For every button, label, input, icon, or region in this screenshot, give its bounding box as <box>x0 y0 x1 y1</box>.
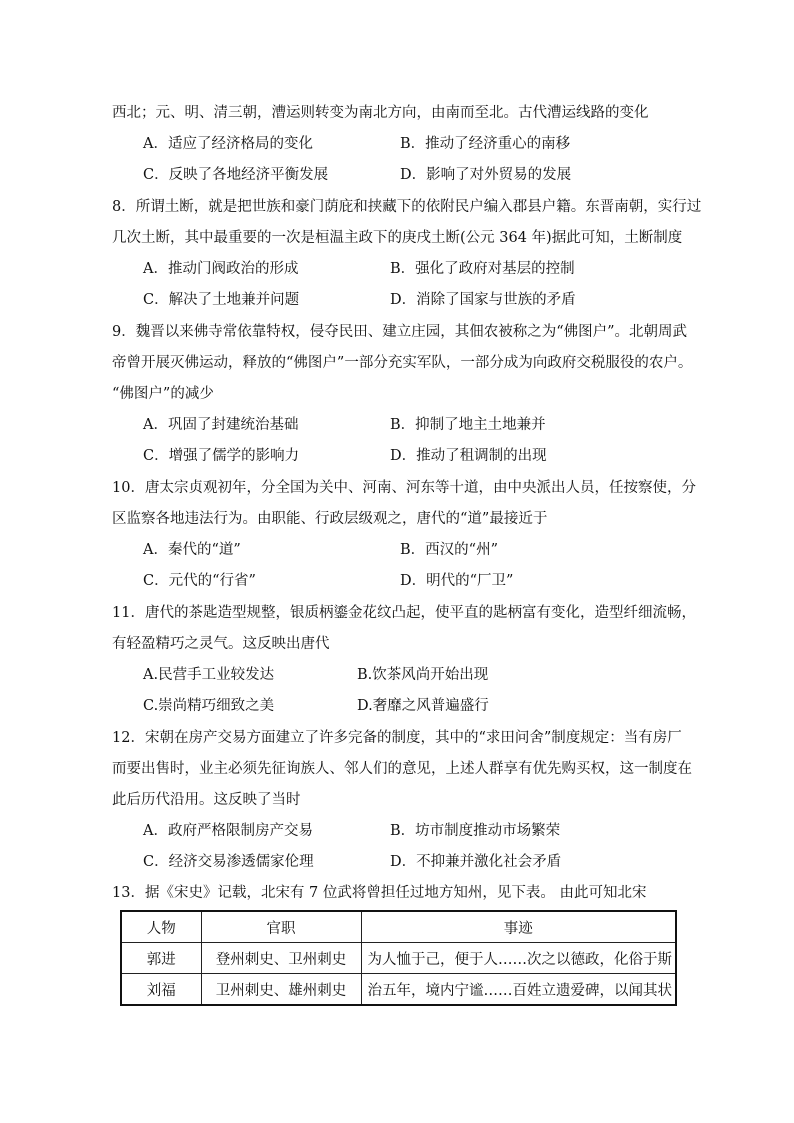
q11-stem-line-1: 11．唐代的茶匙造型规整，银质柄鎏金花纹凸起，使平直的匙柄富有变化，造型纤细流畅， <box>112 605 696 621</box>
q13-table <box>120 910 677 1006</box>
q9-option-b: B．抑制了地主土地兼并 <box>390 417 546 433</box>
q10-option-d: D．明代的“厂卫” <box>400 573 514 589</box>
q9-option-d: D．推动了租调制的出现 <box>390 448 547 464</box>
q11-option-d: D.奢靡之风普遍盛行 <box>357 698 489 714</box>
q9-stem-line-2: 帝曾开展灭佛运动，释放的“佛图户”一部分充实军队，一部分成为向政府交税服役的农户。 <box>112 355 693 371</box>
q7-stem-continuation: 西北；元、明、清三朝，漕运则转变为南北方向，由南而至北。古代漕运线路的变化 <box>112 105 649 121</box>
q10-option-b: B．西汉的“州” <box>400 542 498 558</box>
table-cell-deeds: 为人恤于己，便于人……次之以德政，化俗于斯 <box>361 943 676 974</box>
table-cell-deeds: 治五年，境内宁谧……百姓立遗爱碑，以闻其状 <box>361 974 676 1006</box>
q8-stem-line-2: 几次土断，其中最重要的一次是桓温主政下的庚戌土断(公元 364 年)据此可知，土断制度 <box>112 230 683 246</box>
q7-option-b: B．推动了经济重心的南移 <box>400 136 571 152</box>
q12-stem-line-1: 12．宋朝在房产交易方面建立了许多完备的制度，其中的“求田问舍”制度规定：当有房厂 <box>112 730 682 746</box>
q12-option-b: B．坊市制度推动市场繁荣 <box>390 823 561 839</box>
table-cell-person: 郭进 <box>121 943 201 974</box>
table-cell-person: 刘福 <box>121 974 201 1006</box>
q12-option-d: D．不抑兼并激化社会矛盾 <box>390 854 562 870</box>
q12-option-a: A．政府严格限制房产交易 <box>143 823 313 839</box>
q12-stem-line-3: 此后历代沿用。这反映了当时 <box>112 792 301 808</box>
q10-option-a: A．秦代的“道” <box>143 542 241 558</box>
table-cell-office: 登州刺史、卫州刺史 <box>201 943 361 974</box>
table-header-row <box>121 911 676 943</box>
q11-stem-line-2: 有轻盈精巧之灵气。这反映出唐代 <box>112 636 330 652</box>
q8-option-b: B．强化了政府对基层的控制 <box>390 261 575 277</box>
table-cell-office: 卫州刺史、雄州刺史 <box>201 974 361 1006</box>
q9-option-a: A．巩固了封建统治基础 <box>143 417 299 433</box>
q12-stem-line-2: 而要出售时，业主必须先征询族人、邻人们的意见，上述人群享有优先购买权，这一制度在 <box>112 761 692 777</box>
table-row <box>121 943 676 974</box>
q11-option-b: B.饮茶风尚开始出现 <box>357 667 489 683</box>
table-header-person: 人物 <box>121 911 201 943</box>
table-header-deeds: 事迹 <box>361 911 676 943</box>
q8-stem-line-1: 8．所谓土断，就是把世族和豪门荫庇和挟藏下的依附民户编入郡县户籍。东晋南朝，实行过 <box>112 199 702 215</box>
q7-option-c: C．反映了各地经济平衡发展 <box>143 167 329 183</box>
q9-stem-line-3: “佛图户”的减少 <box>112 386 214 402</box>
q7-option-d: D．影响了对外贸易的发展 <box>400 167 572 183</box>
q9-option-c: C．增强了儒学的影响力 <box>143 448 300 464</box>
table-row <box>121 974 676 1006</box>
q10-option-c: C．元代的“行省” <box>143 573 256 589</box>
q9-stem-line-1: 9．魏晋以来佛寺常依靠特权，侵夺民田、建立庄园，其佃农被称之为“佛图户”。北朝周武 <box>112 324 688 340</box>
q12-option-c: C．经济交易渗透儒家伦理 <box>143 854 314 870</box>
q10-stem-line-2: 区监察各地违法行为。由职能、行政层级观之，唐代的“道”最接近于 <box>112 511 548 527</box>
q8-option-a: A．推动门阀政治的形成 <box>143 261 299 277</box>
q8-option-c: C．解决了土地兼并问题 <box>143 292 300 308</box>
q8-option-d: D．消除了国家与世族的矛盾 <box>390 292 576 308</box>
q10-stem-line-1: 10．唐太宗贞观初年，分全国为关中、河南、河东等十道，由中央派出人员，任按察使，分 <box>112 480 696 496</box>
q7-option-a: A．适应了经济格局的变化 <box>143 136 313 152</box>
q11-option-a: A.民营手工业较发达 <box>143 667 275 683</box>
q11-option-c: C.崇尚精巧细致之美 <box>143 698 275 714</box>
q13-stem-line-1: 13．据《宋史》记载，北宋有 7 位武将曾担任过地方知州，见下表。 由此可知北宋 <box>112 885 647 901</box>
table-header-office: 官职 <box>201 911 361 943</box>
